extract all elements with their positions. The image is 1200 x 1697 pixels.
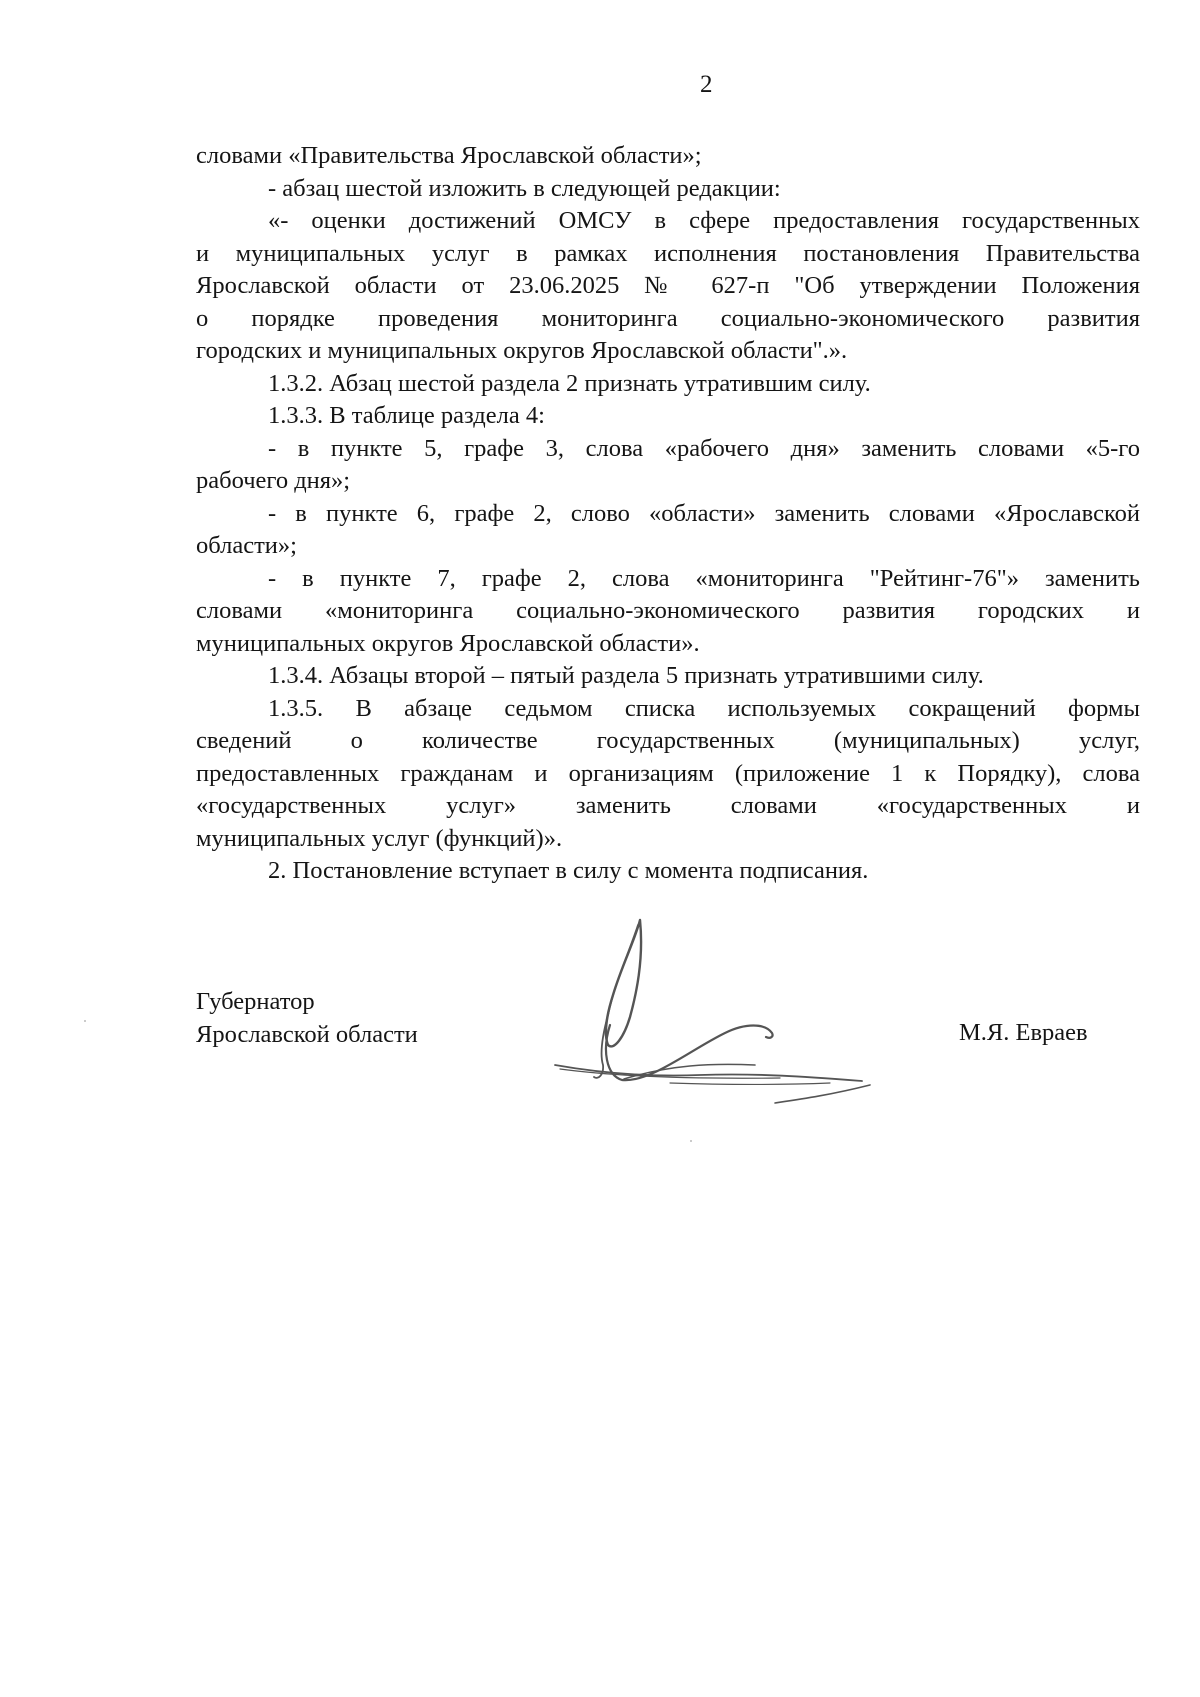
text-line: 1.3.4. Абзацы второй – пятый раздела 5 признать утратившими силу.: [268, 662, 984, 689]
text-line: и муниципальных услуг в рамках исполнения постановления Правительства: [196, 239, 1140, 267]
page-number: 2: [700, 71, 713, 98]
text-line: 2. Постановление вступает в силу с момента подписания.: [268, 857, 869, 884]
text-line: Ярославской области от 23.06.2025 № 627-п "Об утверждении Положения: [196, 272, 1140, 299]
text-line: словами «мониторинга социально-экономического развития городских и: [196, 597, 1140, 624]
text-line: «- оценки достижений ОМСУ в сфере предоставления государственных: [268, 207, 1140, 234]
text-line: словами «Правительства Ярославской области»;: [196, 142, 702, 169]
handwritten-signature: [540, 905, 920, 1115]
text-line: 1.3.2. Абзац шестой раздела 2 признать утратившим силу.: [268, 369, 871, 397]
text-line: 1.3.3. В таблице раздела 4:: [268, 402, 545, 429]
signer-position-line: Губернатор: [196, 988, 315, 1015]
text-line: - в пункте 7, графе 2, слова «мониторинга "Рейтинг-76"» заменить: [268, 564, 1140, 592]
text-line: городских и муниципальных округов Ярославской области".».: [196, 337, 848, 364]
scan-speck: [84, 1020, 86, 1022]
text-line: о порядке проведения мониторинга социально-экономического развития: [196, 304, 1140, 332]
signer-position-line: Ярославской области: [196, 1021, 418, 1048]
text-line: предоставленных гражданам и организациям (приложение 1 к Порядку), слова: [196, 759, 1140, 787]
text-line: - в пункте 5, графе 3, слова «рабочего дня» заменить словами «5-го: [268, 434, 1140, 462]
text-line: «государственных услуг» заменить словами «государственных и: [196, 792, 1140, 819]
text-line: - абзац шестой изложить в следующей редакции:: [268, 174, 781, 202]
text-line: области»;: [196, 532, 297, 559]
text-line: муниципальных услуг (функций)».: [196, 824, 563, 852]
text-line: 1.3.5. В абзаце седьмом списка используемых сокращений формы: [268, 694, 1140, 722]
signer-position: [196, 985, 418, 1051]
text-line: сведений о количестве государственных (муниципальных) услуг,: [196, 727, 1140, 754]
text-line: рабочего дня»;: [196, 467, 351, 494]
signer-name: М.Я. Евраев: [959, 1019, 1088, 1046]
scan-speck: [690, 1140, 692, 1142]
text-line: - в пункте 6, графе 2, слово «области» заменить словами «Ярославской: [268, 499, 1140, 527]
text-line: муниципальных округов Ярославской области».: [196, 629, 700, 657]
